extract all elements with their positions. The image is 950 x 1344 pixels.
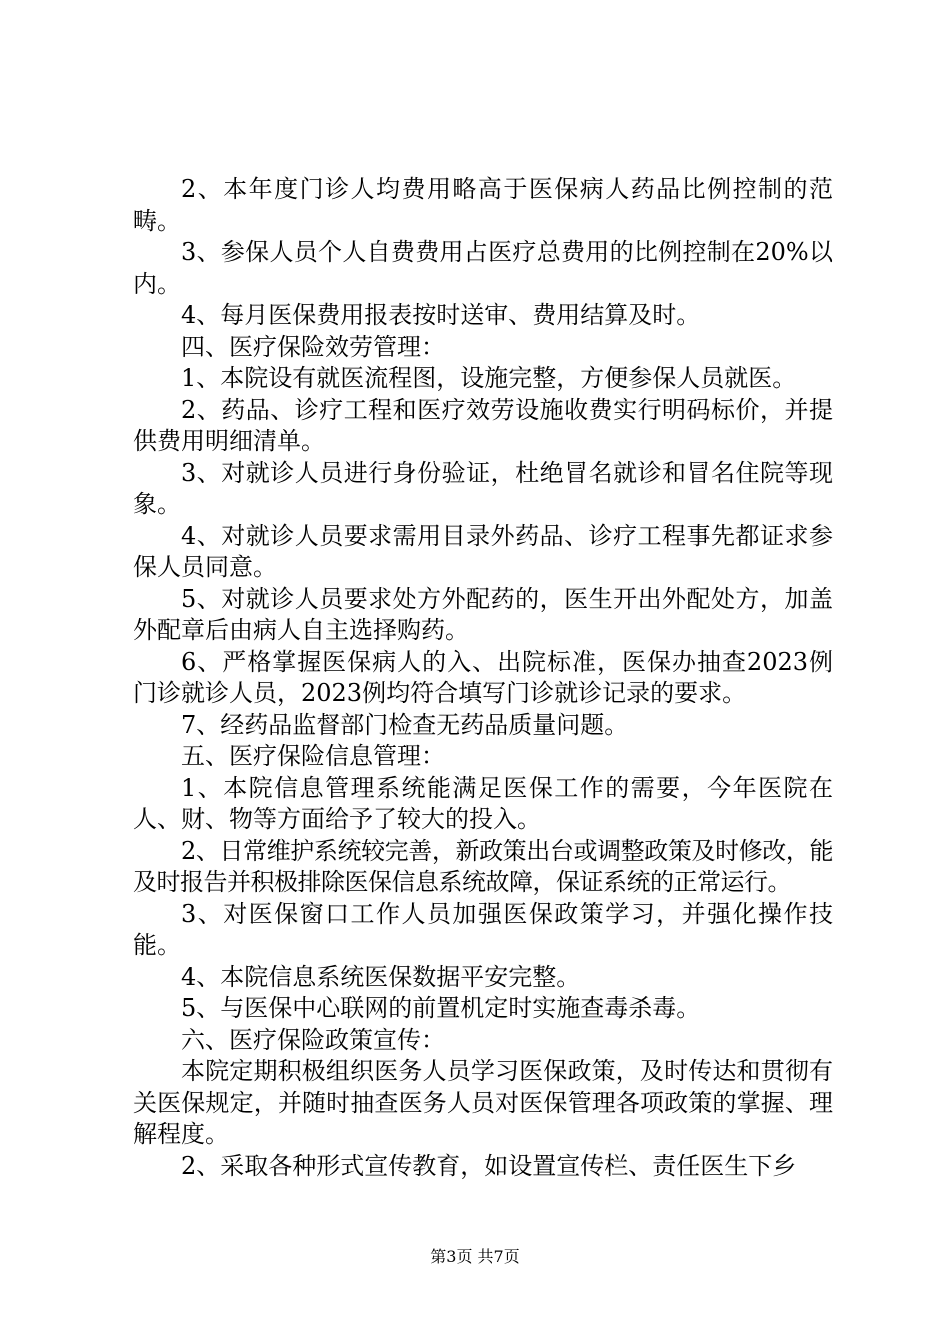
section-heading: 五、医疗保险信息管理： <box>181 742 445 770</box>
page-number: 第3页 共7页 <box>430 1247 520 1266</box>
paragraph: 本院定期积极组织医务人员学习医保政策，及时传达和贯彻有关医保规定，并随时抽查医务人员对医保管理各项政策的掌握、理解程度。 <box>133 1057 833 1148</box>
paragraph: 3、对就诊人员进行身份验证，杜绝冒名就诊和冒名住院等现象。 <box>133 458 833 518</box>
paragraph: 4、每月医保费用报表按时送审、费用结算及时。 <box>181 301 701 329</box>
paragraph: 3、对医保窗口工作人员加强医保政策学习，并强化操作技能。 <box>133 899 833 959</box>
paragraph: 2、采取各种形式宣传教育，如设置宣传栏、责任医生下乡 <box>181 1151 797 1180</box>
page-footer <box>0 1247 950 1267</box>
paragraph: 6、严格掌握医保病人的入、出院标准，医保办抽查2023例门诊就诊人员，2023例均符合填写门诊就诊记录的要求。 <box>133 647 833 707</box>
paragraph: 5、与医保中心联网的前置机定时实施查毒杀毒。 <box>181 994 701 1022</box>
paragraph: 1、本院信息管理系统能满足医保工作的需要，今年医院在人、财、物等方面给予了较大的投入。 <box>133 773 833 833</box>
paragraph: 3、参保人员个人自费费用占医疗总费用的比例控制在20%以内。 <box>133 238 833 298</box>
paragraph: 2、本年度门诊人均费用略高于医保病人药品比例控制的范畴。 <box>133 175 833 235</box>
section-heading: 六、医疗保险政策宣传： <box>181 1025 445 1054</box>
paragraph: 1、本院设有就医流程图，设施完整，方便参保人员就医。 <box>181 364 797 392</box>
section-heading: 四、医疗保险效劳管理： <box>181 332 445 361</box>
paragraph: 2、药品、诊疗工程和医疗效劳设施收费实行明码标价，并提供费用明细清单。 <box>133 395 833 455</box>
document-body <box>133 174 833 1182</box>
paragraph: 5、对就诊人员要求处方外配药的，医生开出外配处方，加盖外配章后由病人自主选择购药。 <box>133 584 833 644</box>
paragraph: 7、经药品监督部门检查无药品质量问题。 <box>181 710 629 739</box>
paragraph: 2、日常维护系统较完善，新政策出台或调整政策及时修改，能及时报告并积极排除医保信息系统故障，保证系统的正常运行。 <box>133 836 833 896</box>
paragraph: 4、对就诊人员要求需用目录外药品、诊疗工程事先都证求参保人员同意。 <box>133 521 833 581</box>
paragraph: 4、本院信息系统医保数据平安完整。 <box>181 962 581 991</box>
